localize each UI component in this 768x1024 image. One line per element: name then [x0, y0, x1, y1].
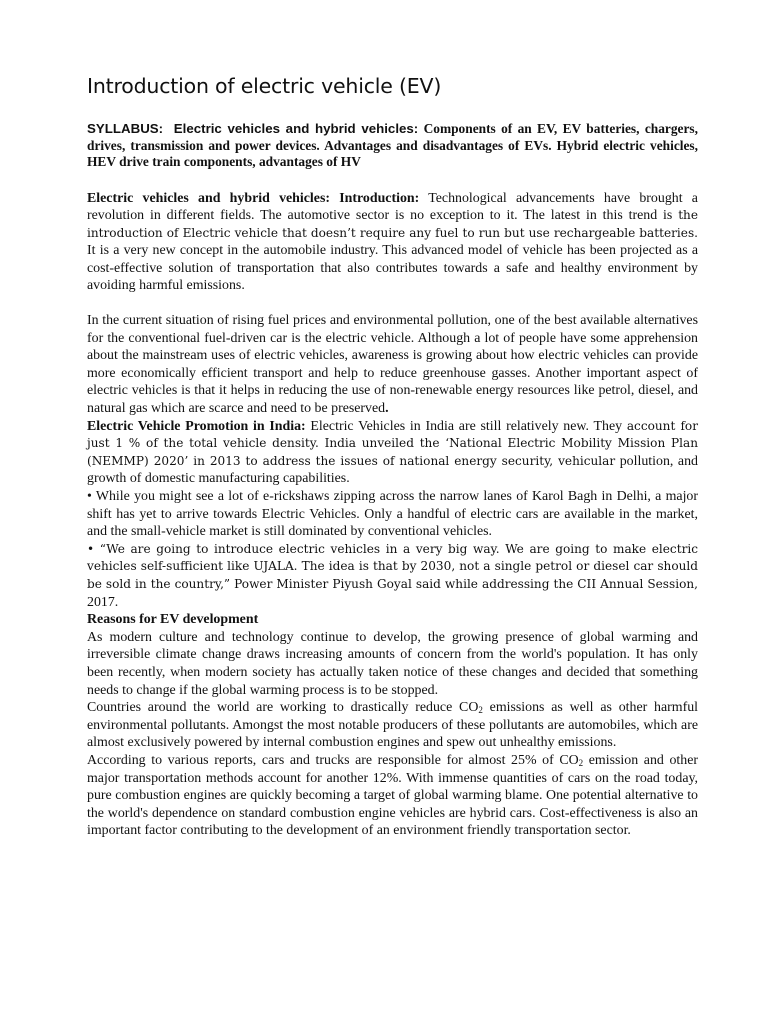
promotion-text-b: account for just 1 % of the total vehicle density. India unveiled the ‘National Electric Mobility Mission Plan (NEMMP) 2020’ in 2013 to address the issues of national energy security, vehicular	[87, 418, 698, 468]
intro-text-b: the introduction of Electric vehicle that doesn’t require any fuel to run but use rechargeable batteries.	[87, 208, 698, 240]
reasons-p2-text-a: Countries around the world are working to drastically reduce CO	[87, 700, 479, 716]
co2-subscript: 2	[478, 705, 483, 716]
promotion-text-c: pollution, and growth of domestic manufacturing capabilities.	[87, 453, 698, 487]
intro-paragraph	[87, 190, 698, 296]
bullet-text-end: 2017.	[87, 594, 119, 610]
document-page	[87, 72, 698, 840]
intro-text-c: It is a very new concept in the automobile industry. This advanced model of vehicle has been projected as a cost-effective solution of transportation that also contributes towards a safe and healthy environment by avoiding harmful emissions.	[87, 243, 698, 294]
reasons-paragraph-2	[87, 699, 698, 752]
syllabus-items: Components of an EV, EV batteries, chargers, drives, transmission and power devices. Advantages and disadvantages of EVs. Hybrid electric vehicles, HEV drive train components, advantages of HV	[87, 121, 698, 169]
situation-text: In the current situation of rising fuel prices and environmental pollution, one of the best available alternatives for the conventional fuel-driven car is the electric vehicle. Although a lot of people have some apprehension about the mainstream uses of electric vehicles, awareness is growing about how electric vehicles can provide more economically efficient transport and help to reduce greenhouse gasses. Another important aspect of electric vehicles is that it helps in reducing the use of non-renewable energy resources like petrol, diesel, and natural gas which are scarce and need to be preserved	[87, 313, 698, 417]
situation-end-mark: .	[385, 401, 389, 417]
promotion-run-in-heading: Electric Vehicle Promotion in India:	[87, 418, 306, 434]
reasons-p3-text-b: emission and other major transportation methods account for another 12%. With immense quantities of cars on the road today, pure combustion engines are quickly becoming a target of global warming blame. One potential alternative to the world's dependence on standard combustion engine vehicles are hybrid cars. Cost-effectiveness is also an important factor contributing to the development of an environment friendly transportation sector.	[87, 752, 698, 839]
bullet-text: • While you might see a lot of e-rickshaws zipping across the narrow lanes of Karol Bagh in Delhi, a major shift has yet to arrive towards Electric Vehicles. Only a handful of electric cars are available in the market, and the small-vehicle market is still dominated by conventional vehicles.	[87, 489, 698, 540]
document-title: Introduction of electric vehicle (EV)	[87, 74, 442, 98]
intro-run-in-heading: Electric vehicles and hybrid vehicles: Introduction:	[87, 190, 420, 206]
co2-subscript: 2	[578, 757, 584, 768]
syllabus-block	[87, 121, 698, 171]
bullet-item-e-rickshaws	[87, 488, 698, 541]
reasons-heading: Reasons for EV development	[87, 612, 259, 628]
bullet-text: • “We are going to introduce electric vehicles in a very big way. We are going to make electric vehicles self-sufficient like UJALA. The idea is that by 2030, not a single petrol or diesel car should be sold in the country,” Power Minister Piyush Goyal said while addressing the CII Annual Session,	[87, 541, 698, 591]
syllabus-topic: Electric vehicles and hybrid vehicles:	[173, 121, 419, 136]
reasons-p2-text-b: emissions as well as other harmful environmental pollutants. Amongst the most notable producers of these pollutants are automobiles, which are almost exclusively powered by internal combustion engines and spew out unhealthy emissions.	[87, 700, 698, 751]
reasons-paragraph-3	[87, 752, 698, 840]
promotion-text-a: Electric Vehicles in India are still relatively new. They	[310, 418, 623, 434]
situation-paragraph	[87, 312, 698, 418]
reasons-paragraph-1: As modern culture and technology continue to develop, the growing presence of global warming and irreversible climate change draws increasing amounts of concern from the world's population. It has only been recently, when modern society has actually taken notice of these changes and decided that something needs to change if the global warming process is to be stopped.	[87, 629, 698, 698]
intro-text-a: Technological advancements have brought a revolution in different fields. The automotive sector is no exception to it. The latest in this trend is	[87, 190, 698, 224]
syllabus-label: SYLLABUS:	[87, 121, 164, 136]
reasons-p3-text-a: According to various reports, cars and trucks are responsible for almost 25% of CO	[87, 752, 579, 768]
promotion-paragraph	[87, 418, 698, 488]
bullet-item-goyal-quote	[87, 541, 698, 611]
